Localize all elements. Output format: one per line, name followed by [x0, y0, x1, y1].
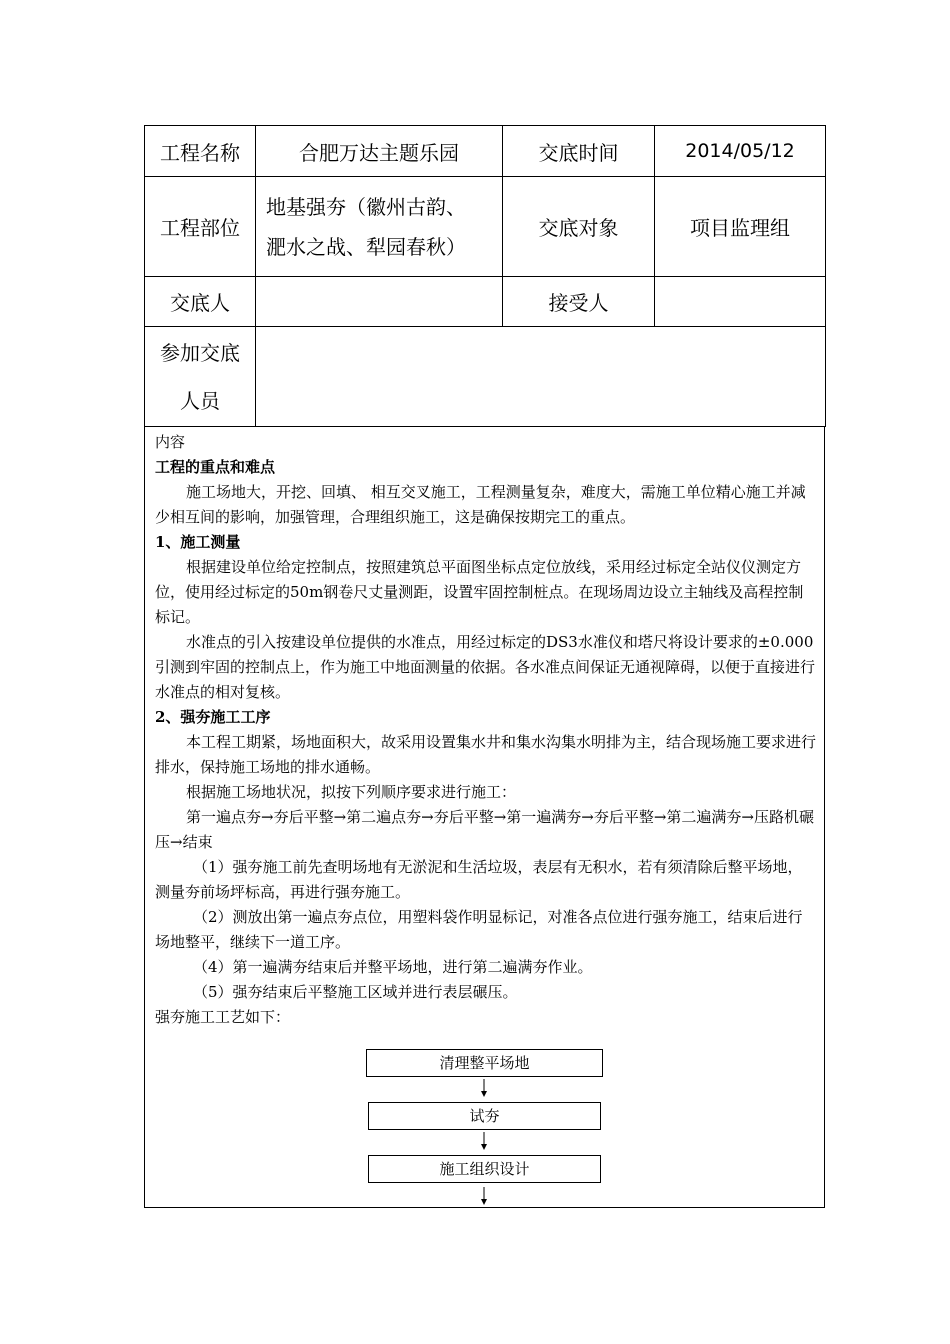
- disclosure-time-label: 交底时间: [503, 126, 655, 177]
- paragraph: 根据施工场地状况，拟按下列顺序要求进行施工：: [186, 783, 517, 801]
- paragraph: 第一遍点夯→夯后平整→第二遍点夯→夯后平整→第一遍满夯→夯后平整→第二遍满夯→压路机碾压→结束: [155, 808, 814, 851]
- content-label: 内容: [155, 433, 186, 451]
- flow-box-site-leveling: 清理整平场地: [366, 1049, 603, 1077]
- disclosure-target-label: 交底对象: [503, 177, 655, 277]
- content-cell: [144, 426, 825, 1208]
- participants-label-line1: 参加交底: [160, 340, 240, 365]
- procedure-step: （4）第一遍满夯结束后并整平场地，进行第二遍满夯作业。: [193, 958, 593, 976]
- participants-label-line2: 人员: [180, 388, 220, 413]
- paragraph: 水准点的引入按建设单位提供的水准点，用经过标定的DS3水准仪和塔尺将设计要求的±0.000引测到牢固的控制点上，作为施工中地面测量的依据。各水准点间保证无通视障碍，以便于直接进行水准点的相对复核。: [155, 633, 816, 701]
- project-name-value: 合肥万达主题乐园: [256, 126, 503, 177]
- section-title-survey: 1、施工测量: [155, 533, 241, 551]
- procedure-step: （5）强夯结束后平整施工区域并进行表层碾压。: [193, 983, 518, 1001]
- procedure-step: （2）测放出第一遍点夯点位，用塑料袋作明显标记，对准各点位进行强夯施工，结束后进行场地整平，继续下一道工序。: [155, 908, 803, 951]
- project-part-value-line2: 淝水之战、犁园春秋）: [266, 234, 466, 259]
- section-title-procedure: 2、强夯施工工序: [155, 708, 271, 726]
- project-part-label: 工程部位: [145, 177, 256, 277]
- process-intro: 强夯施工工艺如下：: [155, 1008, 291, 1026]
- receiver-label: 接受人: [503, 277, 655, 327]
- header-table: [144, 125, 826, 427]
- header-row-1: [145, 126, 826, 177]
- flow-box-trial-tamping: 试夯: [368, 1102, 601, 1130]
- header-row-3: [145, 277, 826, 327]
- header-row-2: [145, 177, 826, 277]
- paragraph: 施工场地大，开挖、回填、 相互交叉施工，工程测量复杂，难度大，需施工单位精心施工并减少相互间的影响，加强管理，合理组织施工，这是确保按期完工的重点。: [155, 483, 806, 526]
- header-row-4: [145, 327, 826, 427]
- paragraph: 本工程工期紧，场地面积大，故采用设置集水井和集水沟集水明排为主，结合现场施工要求进行排水，保持施工场地的排水通畅。: [155, 733, 817, 776]
- participants-label: [145, 327, 256, 427]
- receiver-value: [655, 277, 826, 327]
- discloser-value: [256, 277, 503, 327]
- procedure-step: （1）强夯施工前先查明场地有无淤泥和生活垃圾，表层有无积水，若有须清除后整平场地，测量夯前场坪标高，再进行强夯施工。: [155, 858, 803, 901]
- project-name-label: 工程名称: [145, 126, 256, 177]
- flow-box-construction-design: 施工组织设计: [368, 1155, 601, 1183]
- content-body: [155, 430, 817, 1030]
- disclosure-target-value: 项目监理组: [655, 177, 826, 277]
- discloser-label: 交底人: [145, 277, 256, 327]
- paragraph: 根据建设单位给定控制点，按照建筑总平面图坐标点定位放线，采用经过标定全站仪仪测定方位，使用经过标定的50m钢卷尺丈量测距，设置牢固控制桩点。在现场周边设立主轴线及高程控制标记。: [155, 558, 804, 626]
- project-part-value: [256, 177, 503, 277]
- participants-value: [256, 327, 826, 427]
- section-title-key-points: 工程的重点和难点: [155, 458, 276, 476]
- disclosure-time-value: 2014/05/12: [655, 126, 826, 177]
- project-part-value-line1: 地基强夯（徽州古韵、: [266, 194, 466, 219]
